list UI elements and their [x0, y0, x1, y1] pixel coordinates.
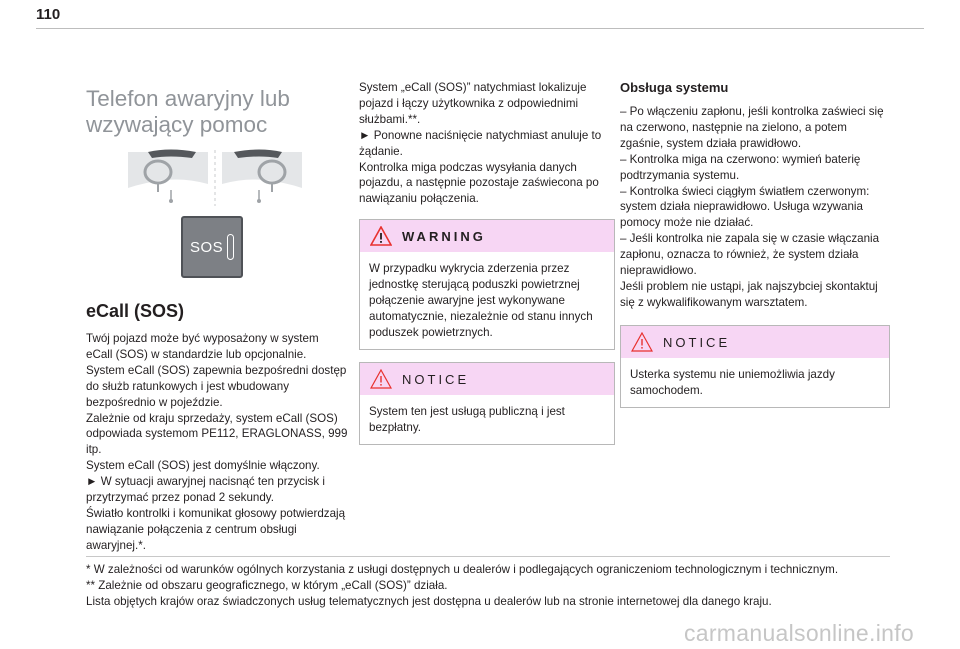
warning-title: WARNING: [402, 229, 486, 245]
notice-title-system: NOTICE: [663, 334, 731, 350]
dashboard-illustration: [126, 148, 304, 208]
notice-header-system: [621, 326, 889, 358]
ecall-heading: eCall (SOS): [86, 301, 185, 321]
column-left: [86, 80, 348, 554]
warning-box: [359, 219, 615, 350]
footnote-1: * W zależności od warunków ogólnych korzystania z usługi dostępnych u dealerów i podlegających ograniczeniom technologicznym i technicznym.: [86, 563, 839, 576]
notice-text-system: Usterka systemu nie uniemożliwia jazdy samochodem.: [630, 367, 835, 397]
footnote-2: ** Zależnie od obszaru geograficznego, w którym „eCall (SOS)” działa.: [86, 579, 448, 592]
footnote-3: Lista objętych krajów oraz świadczonych usług telematycznych jest dostępna u dealerów lub na stronie internetowej dla danego kraju.: [86, 595, 772, 608]
car-interior-icon: [126, 148, 304, 208]
notice-box-system: [620, 325, 890, 408]
column-middle: [359, 80, 615, 445]
page-title: Telefon awaryjny lub wzywający pomoc: [86, 86, 290, 137]
notice-triangle-icon: [631, 332, 653, 352]
sos-button-illustration: [181, 216, 243, 278]
system-operation-text: – Po włączeniu zapłonu, jeśli kontrolka zaświeci się na czerwono, następnie na zielono, a potem zgaśnie, system działa prawidłowo. – Kontrolka miga na czerwono: wymień baterię podtrzymania systemu. – Kontrolka świeci ciągłym światłem czerwonym: system działa nieprawidłowo. Usługa wzywania pomocy może nie działać. – Jeśli kontrolka nie zapala się w czasie włączania zapłonu, oznacza to również, że system działa nieprawidłowo. Jeśli problem nie ustąpi, jak najszybciej skontaktuj się z wykwalifikowanym warsztatem.: [620, 105, 884, 309]
warning-text: W przypadku wykrycia zderzenia przez jednostkę sterującą poduszki powietrznej połączenie awaryjne jest wykonywane automatycznie, niezależnie od stanu innych poduszek powietrznych.: [369, 262, 593, 339]
sos-label: SOS: [190, 239, 224, 256]
warning-triangle-icon: [370, 226, 392, 246]
ecall-description: Twój pojazd może być wyposażony w system eCall (SOS) w standardzie lub opcjonalnie. System eCall (SOS) zapewnia bezpośredni dostęp do służb ratunkowych i jest wbudowany bezpośrednio w pojeździe. Zależnie od kraju sprzedaży, system eCall (SOS) odpowiada systemom PE112, ERAGLONASS, 999 itp. System eCall (SOS) jest domyślnie włączony. ► W sytuacji awaryjnej nacisnąć ten przycisk i przytrzymać przez ponad 2 sekundy. Światło kontrolki i komunikat głosowy potwierdzają nawiązanie połączenia z centrum obsługi awaryjnej.*.: [86, 332, 348, 552]
column-right: [620, 80, 890, 408]
watermark: carmanualsonline.info: [683, 620, 914, 646]
notice-header: [360, 363, 614, 395]
header-divider: [36, 28, 924, 29]
notice-title: NOTICE: [402, 371, 470, 387]
footnote-divider: [86, 556, 890, 557]
sos-indicator-icon: [227, 234, 234, 260]
notice-box: [359, 362, 615, 445]
ecall-location-text: System „eCall (SOS)” natychmiast lokalizuje pojazd i łączy użytkownika z odpowiednimi służbami.**. ► Ponowne naciśnięcie natychmiast anuluje to żądanie. Kontrolka miga podczas wysyłania danych pojazdu, a następnie pozostaje zaświecona po nawiązaniu połączenia.: [359, 81, 602, 206]
notice-text: System ten jest usługą publiczną i jest bezpłatny.: [369, 404, 565, 434]
footnotes: [86, 562, 896, 610]
system-operation-heading: Obsługa systemu: [620, 80, 729, 95]
notice-triangle-icon: [370, 369, 392, 389]
warning-header: [360, 220, 614, 252]
page-number: 110: [36, 6, 61, 23]
